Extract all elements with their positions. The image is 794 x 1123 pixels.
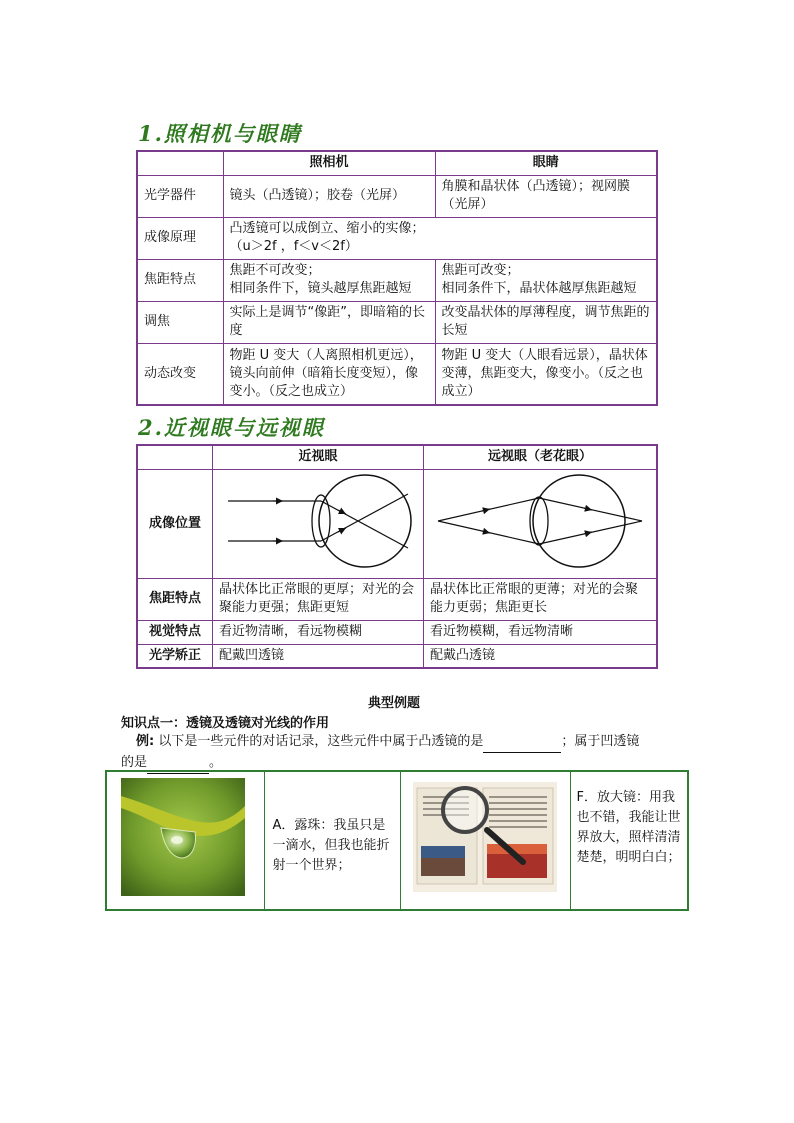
cell-camera-focal — [223, 259, 435, 301]
cell-eye-focal — [435, 259, 657, 301]
eye-focal-line2: 相同条件下，晶状体越厚焦距越短 — [441, 281, 637, 296]
section1-heading: 1.照相机与眼睛 — [138, 121, 302, 146]
table-header-empty — [137, 151, 223, 175]
row-label-focal2: 焦距特点 — [137, 578, 213, 620]
row-label-dynamic: 动态改变 — [137, 343, 223, 405]
cell-eye-optical: 角膜和晶状体（凸透镜）；视网膜（光屏） — [435, 175, 657, 217]
table2-header-myopia: 近视眼 — [213, 445, 424, 469]
camera-focal-line1: 焦距不可改变； — [229, 263, 321, 278]
hyperopia-diagram — [424, 470, 656, 572]
question-end: 的是 — [121, 755, 148, 770]
cell-camera-dynamic: 物距 U 变大（人离照相机更远），镜头向前伸（暗箱长度变短），像变小。（反之也成立） — [223, 343, 435, 405]
table2-header-hyperopia: 远视眼（老花眼） — [424, 445, 658, 469]
camera-eye-table — [136, 150, 658, 406]
item-a-cell: A．露珠：我虽只是一滴水，但我也能折射一个世界； — [264, 771, 400, 910]
myopia-diagram — [213, 470, 423, 572]
eye-focal-line1: 焦距可改变； — [441, 263, 520, 278]
table-header-camera: 照相机 — [223, 151, 435, 175]
row-label-image-position: 成像位置 — [137, 469, 213, 578]
table2-header-empty — [137, 445, 213, 469]
principle-line1: 凸透镜可以成倒立、缩小的实像； — [229, 221, 425, 236]
cell-myopia-vision: 看近物清晰，看远物模糊 — [213, 620, 424, 644]
cell-principle — [223, 217, 657, 259]
table-header-eye: 眼睛 — [435, 151, 657, 175]
cell-myopia-focal: 晶状体比正常眼的更厚；对光的会聚能力更强；焦距更短 — [213, 578, 424, 620]
question-text: 以下是一些元件的对话记录，这些元件中属于凸透镜的是 — [158, 734, 484, 749]
principle-line2: （u＞2f ，f＜v＜2f） — [229, 239, 358, 254]
cell-hyperopia-diagram — [424, 469, 658, 578]
example-question — [121, 732, 681, 774]
item-f-cell: F．放大镜：用我也不错，我能让世界放大，照样清清楚楚，明明白白； — [570, 771, 688, 910]
cell-hyperopia-correction: 配戴凸透镜 — [424, 644, 658, 668]
camera-focal-line2: 相同条件下，镜头越厚焦距越短 — [229, 281, 412, 296]
magnifier-image-cell — [400, 771, 570, 910]
cell-hyperopia-focal: 晶状体比正常眼的更薄；对光的会聚能力更弱；焦距更长 — [424, 578, 658, 620]
cell-myopia-correction: 配戴凹透镜 — [213, 644, 424, 668]
row-label-correction: 光学矫正 — [137, 644, 213, 668]
row-label-focusing: 调焦 — [137, 301, 223, 343]
examples-table — [105, 770, 689, 911]
row-label-vision: 视觉特点 — [137, 620, 213, 644]
cell-camera-optical: 镜头（凸透镜）；胶卷（光屏） — [223, 175, 435, 217]
question-tail: 。 — [209, 755, 223, 770]
row-label-principle: 成像原理 — [137, 217, 223, 259]
row-label-focal: 焦距特点 — [137, 259, 223, 301]
dewdrop-image-cell — [106, 771, 264, 910]
magnifier-image — [413, 782, 557, 892]
question-label: 例: — [136, 734, 155, 749]
question-mid: ；属于凹透镜 — [561, 734, 640, 749]
cell-eye-dynamic: 物距 U 变大（人眼看远景），晶状体变薄，焦距变大，像变小。（反之也成立） — [435, 343, 657, 405]
examples-title: 典型例题 — [368, 696, 421, 711]
cell-eye-focusing: 改变晶状体的厚薄程度，调节焦距的长短 — [435, 301, 657, 343]
row-label-optical: 光学器件 — [137, 175, 223, 217]
section2-heading: 2.近视眼与远视眼 — [138, 415, 325, 440]
dewdrop-image — [121, 778, 245, 896]
cell-camera-focusing: 实际上是调节“像距”，即暗箱的长度 — [223, 301, 435, 343]
cell-hyperopia-vision: 看近物模糊，看远物清晰 — [424, 620, 658, 644]
knowledge-point: 知识点一：透镜及透镜对光线的作用 — [121, 716, 330, 731]
myopia-hyperopia-table — [136, 444, 658, 669]
answer-blank-convex[interactable] — [483, 732, 561, 753]
cell-myopia-diagram — [213, 469, 424, 578]
